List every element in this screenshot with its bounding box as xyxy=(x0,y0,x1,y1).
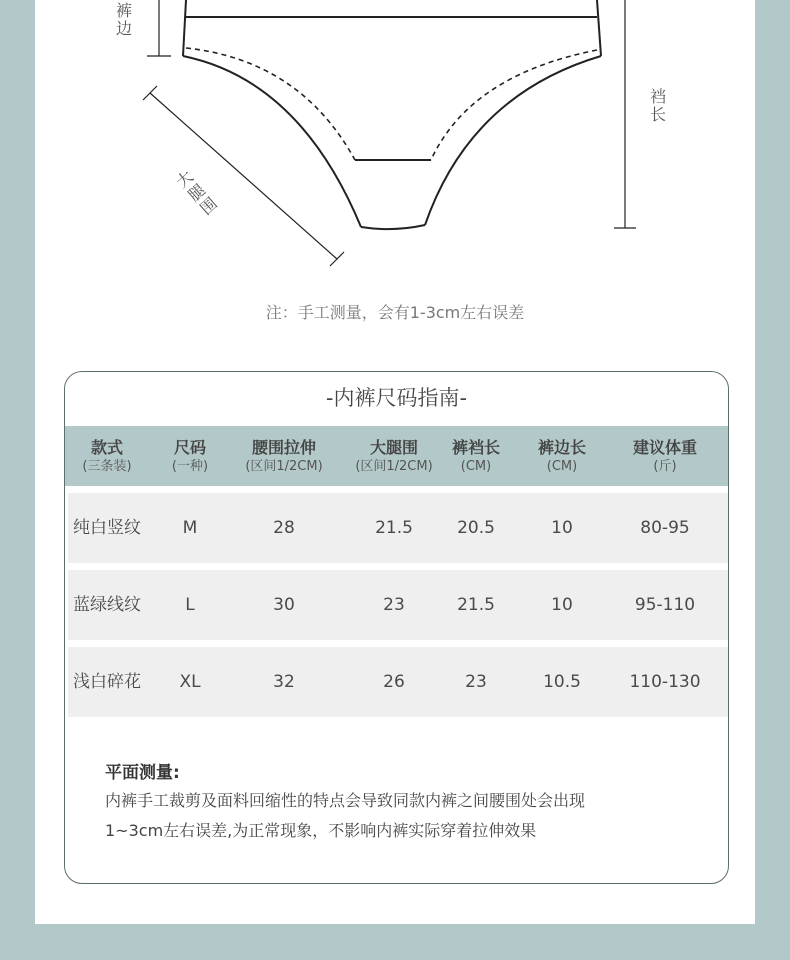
header-style xyxy=(67,426,147,486)
cell-thigh: 23 xyxy=(383,595,405,615)
cell-crotch: 23 xyxy=(465,672,487,692)
header-weight-label: 建议体重 xyxy=(632,438,697,457)
header-thigh-sub: (区间1/2CM) xyxy=(355,459,433,474)
header-crotch xyxy=(440,426,512,486)
table-row xyxy=(68,570,728,640)
description-line-2: 1~3cm左右误差,为正常现象，不影响内裤实际穿着拉伸效果 xyxy=(105,821,537,840)
header-crotch-sub: (CM) xyxy=(460,459,492,474)
measurement-note: 注：手工测量，会有1-3cm左右误差 xyxy=(265,303,525,322)
cell-style: 纯白竖纹 xyxy=(73,518,141,538)
cell-trim: 10 xyxy=(551,518,573,538)
size-guide-card xyxy=(64,371,729,884)
cell-crotch: 21.5 xyxy=(457,595,495,615)
trim-length-label: 裤边 xyxy=(115,1,132,38)
header-thigh xyxy=(339,426,449,486)
thigh-circumference-label: 大腿围 xyxy=(172,166,222,219)
cell-style: 浅白碎花 xyxy=(73,672,141,692)
cell-style: 蓝绿线纹 xyxy=(73,595,141,615)
header-style-label: 款式 xyxy=(90,438,123,457)
cell-weight: 110-130 xyxy=(629,672,701,692)
cell-trim: 10 xyxy=(551,595,573,615)
header-thigh-label: 大腿围 xyxy=(369,438,418,457)
cell-size: M xyxy=(182,518,198,538)
header-size-label: 尺码 xyxy=(173,438,206,457)
header-trim-sub: (CM) xyxy=(546,459,578,474)
cell-crotch: 20.5 xyxy=(457,518,495,538)
header-size xyxy=(157,426,223,486)
cell-thigh: 26 xyxy=(383,672,405,692)
cell-waist: 32 xyxy=(273,672,295,692)
header-waist xyxy=(229,426,339,486)
cell-waist: 30 xyxy=(273,595,295,615)
underwear-outline-drawing xyxy=(0,0,790,290)
table-row xyxy=(68,647,728,717)
size-guide-title: -内裤尺码指南- xyxy=(325,386,468,410)
description-title: 平面测量: xyxy=(105,763,180,783)
cell-size: L xyxy=(185,595,195,615)
crotch-length-label: 裆长 xyxy=(649,87,666,124)
header-trim-label: 裤边长 xyxy=(537,438,586,457)
cell-trim: 10.5 xyxy=(543,672,581,692)
cell-waist: 28 xyxy=(273,518,295,538)
description-line-1: 内裤手工裁剪及面料回缩性的特点会导致同款内裤之间腰围处会出现 xyxy=(105,791,586,810)
table-row xyxy=(68,493,728,563)
cell-weight: 95-110 xyxy=(634,595,696,615)
header-waist-label: 腰围拉伸 xyxy=(251,438,316,457)
header-trim xyxy=(526,426,598,486)
cell-weight: 80-95 xyxy=(640,518,690,538)
underwear-measurement-diagram xyxy=(0,0,790,290)
header-weight xyxy=(613,426,717,486)
cell-thigh: 21.5 xyxy=(375,518,413,538)
header-waist-sub: (区间1/2CM) xyxy=(245,459,323,474)
header-style-sub: (三条装) xyxy=(82,459,132,474)
header-crotch-label: 裤裆长 xyxy=(451,438,500,457)
table-header xyxy=(65,426,728,486)
header-size-sub: (一种) xyxy=(171,459,209,474)
header-weight-sub: (斤) xyxy=(653,459,677,474)
cell-size: XL xyxy=(179,672,201,692)
